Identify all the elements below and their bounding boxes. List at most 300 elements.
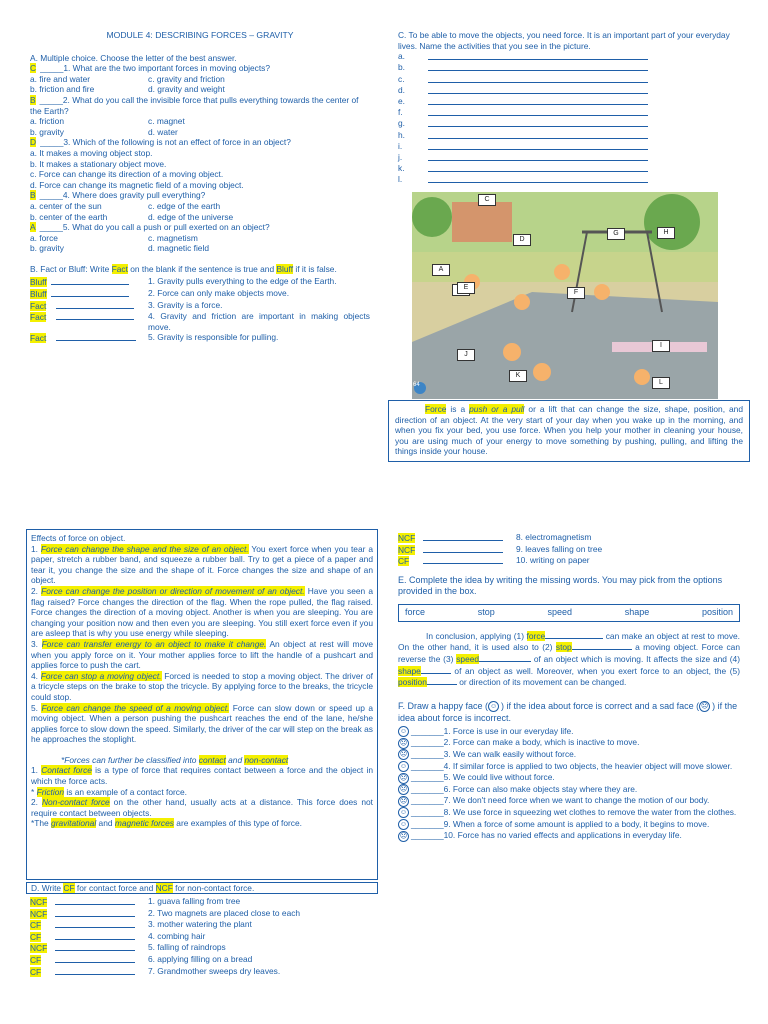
effect-item xyxy=(31,703,373,745)
face-item-text: _______8. We use force in squeezing wet clothes to remove the water from the clothes. xyxy=(411,807,737,818)
answer-code: NCF xyxy=(30,908,48,919)
effect-text: Have you seen a flag raised? Force changes the direction of the flag. When the rope pulled, the flag raised. Force changes the direction of a moving object. Another is when you are sleeping. You are changing your position now and then even you are sleeping. You still exert force even if you are asleep that is why you use energy while sleeping. xyxy=(31,585,374,639)
answer-blank[interactable] xyxy=(55,908,135,917)
line-letter: e. xyxy=(398,95,405,106)
page-number: 64 xyxy=(413,382,420,388)
option[interactable]: b. It makes a stationary object move. xyxy=(30,158,167,169)
option-row xyxy=(30,84,370,95)
answer-line xyxy=(398,62,738,73)
effects-heading: Effects of force on object. xyxy=(31,533,126,543)
answer-blank[interactable] xyxy=(428,62,648,71)
fact-bluff-item xyxy=(30,276,370,288)
answer-cell xyxy=(398,532,516,544)
option-row xyxy=(30,243,370,254)
answer-code: NCF xyxy=(30,943,48,954)
answer-cell xyxy=(30,908,148,920)
answer-letter: A xyxy=(30,222,36,233)
effect-highlight: Force can change the speed of a moving object. xyxy=(41,702,230,713)
answer-line xyxy=(398,130,738,141)
line-letter: a. xyxy=(398,51,405,62)
contact-term: contact xyxy=(198,754,226,765)
f-heading-pre: F. Draw a happy face ( xyxy=(398,700,489,711)
picture-label: H xyxy=(657,227,675,239)
section-d-continued xyxy=(398,532,740,567)
answer-line xyxy=(398,152,738,163)
answer-blank[interactable] xyxy=(55,942,135,951)
answer-word: Fact xyxy=(30,333,47,344)
answer-line xyxy=(398,85,738,96)
question-text: _____2. What do you call the invisible force that pulls everything towards the center of the Earth? xyxy=(30,94,359,116)
item-text: 10. writing on paper xyxy=(516,555,590,566)
classification-note xyxy=(31,755,373,766)
effect-number: 5. xyxy=(31,702,42,713)
line-letter: h. xyxy=(398,129,405,140)
item-text: 4. combing hair xyxy=(148,930,206,941)
section-e-paragraph xyxy=(398,630,740,688)
line-letter: g. xyxy=(398,118,405,129)
item-text: 1. guava falling from tree xyxy=(148,896,241,906)
answer-line xyxy=(398,51,738,62)
picture-label: C xyxy=(478,194,496,206)
answer-code: NCF xyxy=(30,897,48,907)
answer-code: CF xyxy=(30,966,42,977)
effect-item xyxy=(31,586,373,639)
answer-code: NCF xyxy=(398,533,416,543)
sad-face-icon: ☹ xyxy=(399,739,408,747)
word-option: stop xyxy=(477,607,495,618)
cf-ncf-item xyxy=(398,544,740,556)
answer-blank[interactable] xyxy=(428,174,648,183)
statement: 1. Gravity pulls everything to the edge of the Earth. xyxy=(148,276,337,287)
fact-bluff-item xyxy=(30,332,370,344)
answer-cell xyxy=(30,954,148,966)
answer-blank[interactable] xyxy=(428,163,648,172)
section-c-heading: C. To be able to move the objects, you need force. It is an important part of your everyday lives. Name the activities that you see in the picture. xyxy=(398,30,730,51)
section-f-items xyxy=(398,726,740,842)
face-item-text: _______6. Force can also make objects stay where they are. xyxy=(411,783,638,794)
answer-blank[interactable] xyxy=(428,152,648,161)
option-row xyxy=(30,233,370,244)
right-bottom-column xyxy=(398,532,740,842)
sad-face-icon: ☹ xyxy=(399,832,408,840)
word-options-box xyxy=(398,604,740,622)
e-blank-1[interactable] xyxy=(545,630,603,639)
contact-force-term: Contact force xyxy=(41,765,92,776)
section-e-heading: E. Complete the idea by writing the missing words. You may pick from the options provided in the box. xyxy=(398,574,723,597)
face-item xyxy=(398,830,740,842)
option[interactable]: c. Force can change its direction of a moving object. xyxy=(30,169,224,180)
question-3 xyxy=(30,137,370,148)
item-text: 7. Grandmother sweeps dry leaves. xyxy=(148,965,281,976)
force-box-is-a: is a xyxy=(446,404,470,414)
answer-letter: B xyxy=(30,190,36,201)
answer-line xyxy=(398,118,738,129)
question-text: _____5. What do you call a push or pull exerted on an object? xyxy=(39,222,270,233)
answer-blank[interactable] xyxy=(51,276,129,285)
line-letter: b. xyxy=(398,62,405,73)
happy-face-icon: ☺ xyxy=(399,762,408,770)
answer-blank[interactable] xyxy=(55,896,135,905)
section-d-post: for non-contact force. xyxy=(172,883,255,893)
answer-blank[interactable] xyxy=(428,107,648,116)
statement: 3. Gravity is a force. xyxy=(148,299,223,310)
option-row xyxy=(30,201,370,212)
contact-number: 1. xyxy=(31,765,42,776)
answer-cell xyxy=(30,300,148,312)
answer-line xyxy=(398,163,738,174)
effect-number: 1. xyxy=(31,543,41,554)
non-contact-number: 2. xyxy=(31,797,42,808)
picture-label: D xyxy=(513,234,531,246)
e-text-4: of an object which is moving. It affects the size and (4) xyxy=(531,653,740,664)
e-answer-4: shape xyxy=(398,665,421,676)
answer-blank[interactable] xyxy=(55,919,135,928)
answer-line xyxy=(398,107,738,118)
e-blank-2[interactable] xyxy=(572,641,632,650)
magnetic-forces-term: magnetic forces xyxy=(114,818,174,829)
statement: 5. Gravity is responsible for pulling. xyxy=(148,332,279,343)
effect-item xyxy=(31,544,373,586)
force-definition-box xyxy=(388,400,750,462)
option[interactable]: b. gravity xyxy=(30,243,64,254)
answer-blank[interactable] xyxy=(428,74,648,83)
option[interactable]: d. magnetic field xyxy=(148,243,209,254)
answer-cell xyxy=(30,288,148,300)
option[interactable]: c. edge of the earth xyxy=(148,200,221,211)
face-item xyxy=(398,784,740,796)
picture-label: K xyxy=(509,370,527,382)
face-item-text: _______5. We could live without force. xyxy=(411,772,555,783)
option[interactable]: d. Force can change its magnetic field of a moving object. xyxy=(30,179,244,190)
line-letter: c. xyxy=(398,73,405,84)
face-item xyxy=(398,761,740,773)
answer-blank[interactable] xyxy=(56,311,134,320)
word-option: position xyxy=(701,607,733,618)
gravitational-example xyxy=(31,818,373,829)
force-term: Force xyxy=(425,404,447,414)
answer-blank[interactable] xyxy=(56,300,134,309)
non-contact-force-term: Non-contact force xyxy=(41,797,110,808)
section-f-heading xyxy=(398,700,740,724)
answer-letter: D xyxy=(30,137,37,148)
contact-force-definition xyxy=(31,765,373,786)
answer-code: CF xyxy=(398,556,410,567)
answer-word: Fact xyxy=(30,312,47,323)
option-row xyxy=(30,127,370,138)
e-answer-5: position xyxy=(398,677,427,688)
ncf-keyword: NCF xyxy=(155,883,173,893)
section-b-heading-pre: B. Fact or Bluff: Write xyxy=(30,263,112,274)
answer-blank[interactable] xyxy=(428,118,648,127)
option-row xyxy=(30,212,370,223)
section-b-heading-post: if it is false. xyxy=(293,263,337,274)
face-item-text: _______1. Force is use in our everyday life. xyxy=(411,725,574,736)
answer-line xyxy=(398,74,738,85)
option[interactable]: c. magnet xyxy=(148,116,185,127)
happy-face-icon: ☺ xyxy=(399,820,408,828)
line-letter: k. xyxy=(398,163,405,174)
answer-cell xyxy=(30,931,148,943)
effect-text: Force can slow down or speed up a moving object. When a person pushing the pushcart reaches the end of the lane, he/she applies force to slow down the speed. Similarly, the driver of the car will step on the break as he approaches the stoplight. xyxy=(31,702,373,745)
picture-label: A xyxy=(432,264,450,276)
effects-items xyxy=(31,544,373,745)
answer-blank[interactable] xyxy=(51,288,129,297)
cf-ncf-item xyxy=(30,931,375,943)
face-item xyxy=(398,807,740,819)
face-item-text: _______2. Force can make a body, which is inactive to move. xyxy=(411,737,640,748)
non-contact-term: non-contact xyxy=(244,754,289,765)
e-text-3: a moving object. Force can reverse the (3) xyxy=(398,642,740,664)
section-d-heading-box xyxy=(26,882,378,894)
item-text: 8. electromagnetism xyxy=(516,532,592,542)
answer-code: NCF xyxy=(398,544,416,555)
picture-label: J xyxy=(457,349,475,361)
happy-face-icon: ☺ xyxy=(399,728,408,736)
line-letter: i. xyxy=(398,140,403,151)
section-b-items xyxy=(30,276,370,344)
picture-label: I xyxy=(652,340,670,352)
friction-text: is an example of a contact force. xyxy=(64,786,187,797)
playground-illustration xyxy=(412,192,718,399)
bluff-keyword: Bluff xyxy=(276,263,294,274)
gravitational-term: gravitational xyxy=(51,818,97,829)
sad-face-icon: ☹ xyxy=(399,797,408,805)
e-text-2: can make an object at rest to move. On the other hand, it is used also to (2) xyxy=(398,630,741,653)
option[interactable]: a. friction xyxy=(30,116,64,127)
effect-number: 4. xyxy=(31,670,41,681)
option[interactable]: d. water xyxy=(148,126,178,137)
face-item-text: _______3. We can walk easily without force. xyxy=(411,749,577,760)
f-heading-mid: ) if the idea about force is correct and a sad face ( xyxy=(501,700,700,711)
cf-keyword: CF xyxy=(63,883,75,893)
answer-blank[interactable] xyxy=(428,96,648,105)
effects-of-force-box xyxy=(26,529,378,880)
answer-blank[interactable] xyxy=(423,532,503,541)
happy-face-icon: ☺ xyxy=(489,702,498,710)
section-b-heading xyxy=(30,264,370,275)
friction-bullet: * xyxy=(31,786,37,797)
picture-label: L xyxy=(652,377,670,389)
answer-blank[interactable] xyxy=(428,85,648,94)
effect-number: 3. xyxy=(31,638,42,649)
question-text: _____4. Where does gravity pull everything? xyxy=(39,190,206,201)
section-c xyxy=(398,30,738,185)
face-item xyxy=(398,819,740,831)
e-answer-3: speed xyxy=(456,653,480,664)
question-5 xyxy=(30,222,370,233)
e-text-6: or direction of its movement can be changed. xyxy=(456,677,627,688)
section-d-pre: D. Write xyxy=(31,883,64,893)
answer-blank[interactable] xyxy=(55,954,135,963)
picture-label: G xyxy=(607,228,625,240)
answer-blank[interactable] xyxy=(428,141,648,150)
cf-ncf-item xyxy=(30,942,375,954)
fact-keyword: Fact xyxy=(111,263,128,274)
answer-cell xyxy=(30,896,148,908)
option[interactable]: c. gravity and friction xyxy=(148,73,225,84)
answer-blank[interactable] xyxy=(55,966,135,975)
effect-text: You exert force when you tear a paper, stretch a rubber band, and squeeze a rubber ball. Try to get a piece of a paper and tear it, you change the size and the shape of it. Force changes the size and shape of an object. xyxy=(31,543,373,586)
left-top-column xyxy=(30,30,370,344)
section-c-lines xyxy=(398,51,738,185)
face-item xyxy=(398,772,740,784)
happy-face-icon: ☺ xyxy=(399,809,408,817)
answer-line xyxy=(398,141,738,152)
cf-ncf-item xyxy=(30,966,375,978)
section-b-heading-mid: on the blank if the sentence is true and xyxy=(127,263,277,274)
option[interactable]: a. center of the sun xyxy=(30,200,102,211)
face-item xyxy=(398,749,740,761)
item-text: 5. falling of raindrops xyxy=(148,942,226,953)
module-title: MODULE 4: DESCRIBING FORCES – GRAVITY xyxy=(106,30,294,40)
push-or-pull-term: push or a pull xyxy=(469,404,525,414)
e-text-5: of an object as well. Moreover, when you exert force to an object, the (5) xyxy=(450,665,740,676)
classify-and: and xyxy=(225,754,245,765)
answer-letter: B xyxy=(30,94,36,105)
option[interactable]: d. gravity and weight xyxy=(148,84,225,95)
face-item-text: _______10. Force has no varied effects and applications in everyday life. xyxy=(411,830,682,841)
answer-word: Bluff xyxy=(30,277,47,288)
answer-line xyxy=(398,174,738,185)
effect-text: An object at rest will move when you apply force on it. Your mother applies force to lift the handle of a pushcart and applies force to push the cart. xyxy=(31,638,373,671)
statement: 2. Force can only make objects move. xyxy=(148,288,290,299)
fact-bluff-item xyxy=(30,300,370,312)
picture-label: E xyxy=(457,282,475,294)
effect-highlight: Force can transfer energy to an object to make it change. xyxy=(41,638,267,649)
line-letter: j. xyxy=(398,151,403,162)
item-text: 6. applying filling on a bread xyxy=(148,953,253,964)
answer-blank[interactable] xyxy=(428,51,648,60)
answer-cell xyxy=(30,942,148,954)
non-contact-force-definition xyxy=(31,797,373,818)
option[interactable]: b. gravity xyxy=(30,126,64,137)
word-option: speed xyxy=(547,607,572,618)
contact-force-text: is a type of force that requires contact between a force and the object in which the force acts. xyxy=(31,765,374,787)
grav-post: are examples of this type of force. xyxy=(173,818,302,829)
cf-ncf-item xyxy=(30,919,375,931)
effect-highlight: Force can change the position or direction of movement of an object. xyxy=(41,585,305,596)
effect-item xyxy=(31,671,373,703)
cf-ncf-item xyxy=(30,896,375,908)
sad-face-icon: ☹ xyxy=(399,774,408,782)
sad-face-icon: ☹ xyxy=(399,751,408,759)
friction-example xyxy=(31,787,373,798)
answer-cell xyxy=(30,332,148,344)
question-text: _____3. Which of the following is not an effect of force in an object? xyxy=(40,137,291,148)
picture-label: F xyxy=(567,287,585,299)
friction-term: Friction xyxy=(36,786,65,797)
e-blank-4[interactable] xyxy=(421,665,451,674)
e-blank-5[interactable] xyxy=(427,676,457,685)
sad-face-icon: ☹ xyxy=(399,786,408,794)
answer-blank[interactable] xyxy=(423,555,503,564)
question-2 xyxy=(30,95,370,116)
effect-text: Forced is needed to stop a moving object. The driver of a tricycle steps on the brake to stop the tricycle. By applying force to the breaks, the tricycle could stop. xyxy=(31,670,374,702)
e-blank-3[interactable] xyxy=(479,653,531,662)
grav-and: and xyxy=(96,818,115,829)
face-item-text: _______7. We don't need force when we want to change the motion of our body. xyxy=(411,795,710,806)
section-a-items xyxy=(30,63,370,254)
item-text: 2. Two magnets are placed close to each xyxy=(148,907,301,918)
question-text: _____1. What are the two important forces in moving objects? xyxy=(40,63,271,74)
word-option: shape xyxy=(624,607,650,618)
question-1 xyxy=(30,63,370,74)
answer-line xyxy=(398,96,738,107)
answer-code: CF xyxy=(30,931,42,942)
option[interactable]: b. center of the earth xyxy=(30,211,108,222)
section-d-mid: for contact force and xyxy=(74,883,156,893)
answer-word: Fact xyxy=(30,300,47,311)
fact-bluff-item xyxy=(30,311,370,332)
face-item-text: _______4. If similar force is applied to two objects, the heavier object will move slower. xyxy=(411,760,733,771)
option[interactable]: b. friction and fire xyxy=(30,84,95,95)
answer-cell xyxy=(30,919,148,931)
option[interactable]: a. fire and water xyxy=(30,73,91,84)
option[interactable]: c. magnetism xyxy=(148,232,198,243)
word-option: force xyxy=(405,607,426,618)
e-answer-1: force xyxy=(526,630,546,641)
option-row xyxy=(30,116,370,127)
answer-code: CF xyxy=(30,920,42,931)
effect-highlight: Force can change the shape and the size of an object. xyxy=(40,543,249,554)
classify-pre: *Forces can further be classified into xyxy=(61,754,199,765)
answer-cell xyxy=(30,966,148,978)
e-answer-2: stop xyxy=(555,642,572,653)
face-item xyxy=(398,795,740,807)
fact-bluff-item xyxy=(30,288,370,300)
cf-ncf-item xyxy=(30,908,375,920)
option[interactable]: a. It makes a moving object stop. xyxy=(30,147,153,158)
cf-ncf-item xyxy=(398,532,740,544)
section-a-heading: A. Multiple choice. Choose the letter of the best answer. xyxy=(30,52,237,63)
sad-face-icon: ☹ xyxy=(701,702,709,710)
answer-cell xyxy=(398,544,516,556)
non-contact-force-text: on the other hand, usually acts at a distance. This force does not require contact between objects. xyxy=(31,797,373,818)
option[interactable]: a. force xyxy=(30,232,58,243)
f-heading-post: ) if the idea about force is incorrect. xyxy=(398,700,738,723)
answer-cell xyxy=(30,276,148,288)
face-item xyxy=(398,737,740,749)
option[interactable]: d. edge of the universe xyxy=(148,211,234,222)
effect-item xyxy=(31,639,373,671)
answer-cell xyxy=(30,311,148,332)
section-d-items xyxy=(30,896,375,977)
force-box-text: or a lift that can change the size, shape, position, and direction of an object. At the very start of your day when you wake up in the morning, and when you fix your bed, you use force. When you help your mother in cleaning your house, you are using much of your energy to move something by pushing, pulling, and lifting the things inside your house. xyxy=(395,404,743,457)
line-letter: l. xyxy=(398,174,403,185)
answer-blank[interactable] xyxy=(55,931,135,940)
face-item-text: _______9. When a force of some amount is applied to a body, it begins to move. xyxy=(411,818,710,829)
answer-blank[interactable] xyxy=(423,544,503,553)
option-row xyxy=(30,74,370,85)
answer-blank[interactable] xyxy=(56,332,136,341)
face-item xyxy=(398,726,740,738)
line-letter: d. xyxy=(398,84,405,95)
item-text: 3. mother watering the plant xyxy=(148,919,252,930)
question-4 xyxy=(30,190,370,201)
cf-ncf-item xyxy=(30,954,375,966)
answer-code: CF xyxy=(30,954,42,965)
answer-blank[interactable] xyxy=(428,130,648,139)
answer-word: Bluff xyxy=(30,289,47,300)
grav-pre: *The xyxy=(31,818,52,829)
line-letter: f. xyxy=(398,107,403,118)
item-text: 9. leaves falling on tree xyxy=(516,543,603,554)
cf-ncf-item xyxy=(398,555,740,567)
effect-highlight: Force can stop a moving object. xyxy=(40,670,162,681)
effect-number: 2. xyxy=(31,585,42,596)
statement: 4. Gravity and friction are important in making objects move. xyxy=(148,311,370,332)
e-text-1: In conclusion, applying (1) xyxy=(426,630,527,641)
